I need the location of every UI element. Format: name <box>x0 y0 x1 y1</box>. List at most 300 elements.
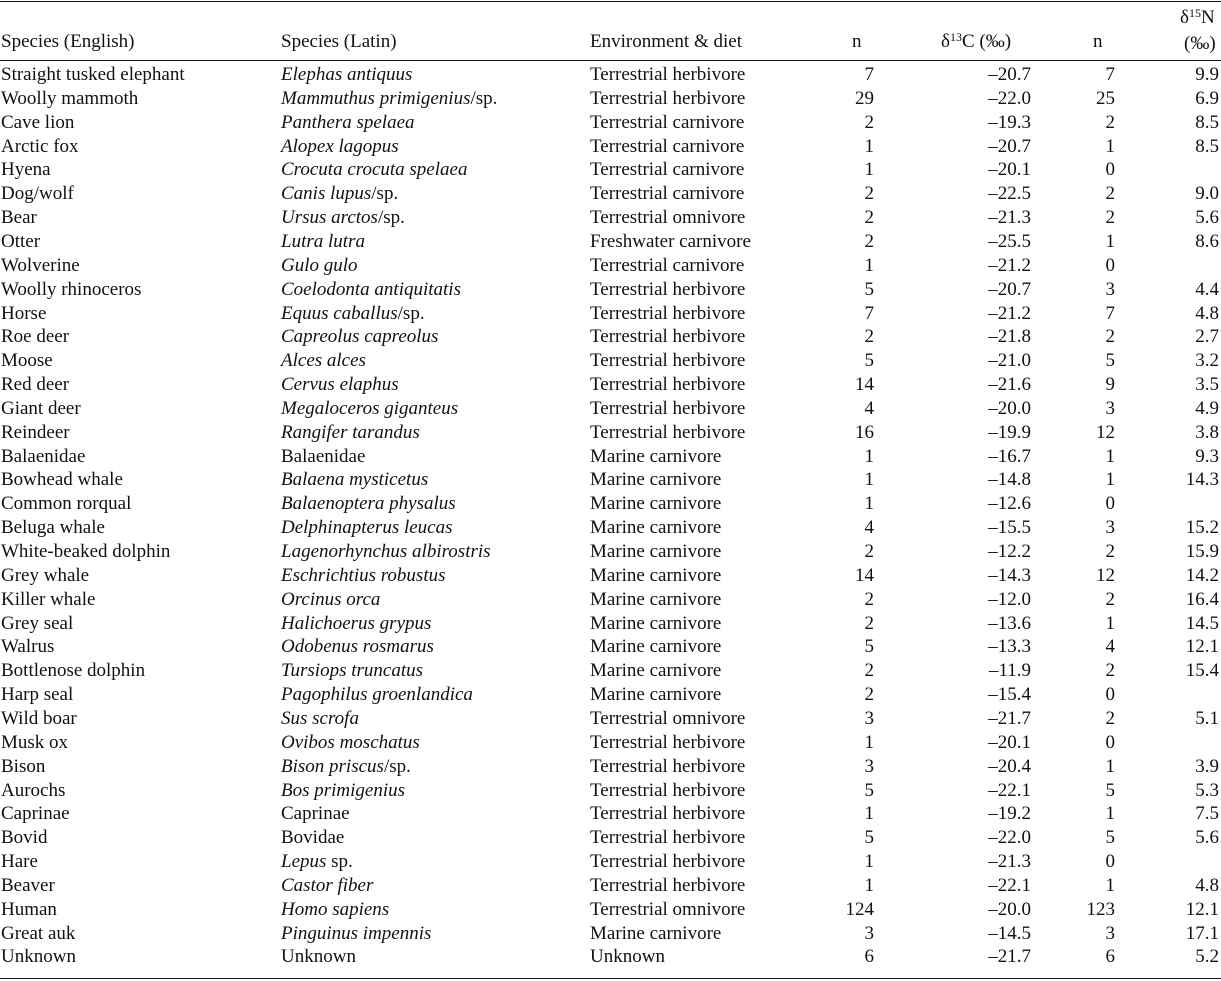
species-latin-name: Balaenoptera physalus <box>281 493 456 515</box>
species-latin <box>281 945 356 969</box>
delta13c-value: –14.8 <box>988 469 1031 491</box>
species-english: Harp seal <box>1 684 74 706</box>
n-nitrogen: 12 <box>1096 421 1115 443</box>
species-english: Bison <box>1 755 46 777</box>
delta13c-value: –20.4 <box>988 755 1031 777</box>
n-nitrogen: 7 <box>1105 64 1115 85</box>
delta15n-value: 5.3 <box>1195 779 1219 801</box>
species-latin <box>281 302 425 326</box>
species-english: Arctic fox <box>1 135 79 157</box>
table-row <box>0 659 1221 683</box>
n-carbon: 1 <box>864 493 874 515</box>
n-carbon: 2 <box>864 326 874 348</box>
species-latin <box>281 588 380 612</box>
table-row <box>0 111 1221 135</box>
n-nitrogen: 2 <box>1105 326 1115 348</box>
species-latin-name: Homo sapiens <box>281 898 390 920</box>
delta13c-value: –22.5 <box>988 183 1031 205</box>
header-environment: Environment & diet <box>590 31 742 52</box>
species-latin-name: Sus scrofa <box>281 707 359 729</box>
n-carbon: 5 <box>864 779 874 801</box>
species-latin-suffix: /sp. <box>470 87 498 109</box>
header-d15n-sup: 15 <box>1188 6 1201 20</box>
n-carbon: 4 <box>864 397 874 419</box>
header-n2: n <box>1093 31 1103 52</box>
delta13c-value: –11.9 <box>988 660 1031 682</box>
species-latin-name: Panthera spelaea <box>281 111 415 133</box>
delta15n-value: 4.9 <box>1195 397 1219 419</box>
delta15n-value: 8.5 <box>1195 135 1219 157</box>
species-latin <box>281 779 405 803</box>
species-latin <box>281 826 344 850</box>
n-nitrogen: 12 <box>1096 564 1115 586</box>
delta15n-value: 12.1 <box>1185 636 1219 658</box>
species-latin-name: Pinguinus impennis <box>281 922 432 944</box>
species-latin-name: Eschrichtius robustus <box>281 564 446 586</box>
species-english: Otter <box>1 230 41 252</box>
species-latin-name: Tursiops truncatus <box>281 660 424 682</box>
n-carbon: 1 <box>864 803 874 825</box>
species-english: Common rorqual <box>1 493 132 515</box>
delta13c-value: –21.3 <box>988 207 1031 229</box>
delta15n-value: 15.2 <box>1185 517 1219 539</box>
n-carbon: 14 <box>855 564 874 586</box>
species-english: Musk ox <box>1 731 69 753</box>
delta13c-value: –19.3 <box>988 111 1031 133</box>
species-latin <box>281 87 497 111</box>
species-latin <box>281 254 358 278</box>
table-row <box>0 922 1221 946</box>
n-nitrogen: 123 <box>1086 898 1115 920</box>
species-latin-name: Bovidae <box>281 827 345 849</box>
n-nitrogen: 0 <box>1105 684 1115 706</box>
n-nitrogen: 3 <box>1105 278 1115 300</box>
table-row <box>0 254 1221 278</box>
n-nitrogen: 1 <box>1105 230 1115 252</box>
species-latin-name: Capreolus capreolus <box>281 326 439 348</box>
species-latin <box>281 707 359 731</box>
species-latin-name: Gulo gulo <box>281 254 358 276</box>
species-latin-name: Mammuthus primigenius <box>281 87 471 109</box>
delta15n-value: 5.6 <box>1195 207 1219 229</box>
species-latin-name: Lutra lutra <box>281 230 365 252</box>
species-latin <box>281 922 431 946</box>
delta13c-value: –20.1 <box>988 731 1031 753</box>
species-latin <box>281 278 461 302</box>
delta13c-value: –22.1 <box>988 874 1031 896</box>
delta13c-value: –21.2 <box>988 302 1031 324</box>
species-latin-suffix: /sp. <box>383 755 411 777</box>
species-latin-name: Castor fiber <box>281 874 374 896</box>
species-english: Roe deer <box>1 326 70 348</box>
environment-diet: Marine carnivore <box>590 564 722 586</box>
species-latin <box>281 540 491 564</box>
table-row <box>0 325 1221 349</box>
n-nitrogen: 0 <box>1105 851 1115 873</box>
header-d15n <box>1180 7 1215 29</box>
species-english: Great auk <box>1 922 76 944</box>
environment-diet: Marine carnivore <box>590 445 722 467</box>
delta13c-value: –21.0 <box>988 350 1031 372</box>
n-carbon: 29 <box>855 87 874 109</box>
n-carbon: 7 <box>864 302 874 324</box>
n-carbon: 124 <box>845 898 874 920</box>
delta15n-value: 16.4 <box>1185 588 1219 610</box>
delta13c-value: –12.0 <box>988 588 1031 610</box>
n-carbon: 7 <box>864 64 874 85</box>
n-carbon: 1 <box>864 445 874 467</box>
n-nitrogen: 2 <box>1105 183 1115 205</box>
environment-diet: Terrestrial herbivore <box>590 64 746 85</box>
species-latin <box>281 63 412 87</box>
species-latin-name: Canis lupus <box>281 183 372 205</box>
table-row <box>0 492 1221 516</box>
environment-diet: Marine carnivore <box>590 684 722 706</box>
n-nitrogen: 2 <box>1105 707 1115 729</box>
n-carbon: 16 <box>855 421 874 443</box>
environment-diet: Terrestrial herbivore <box>590 731 746 753</box>
n-nitrogen: 1 <box>1105 135 1115 157</box>
table-row <box>0 63 1221 87</box>
delta15n-value: 15.4 <box>1185 660 1219 682</box>
species-english: White-beaked dolphin <box>1 541 171 562</box>
table-row <box>0 302 1221 326</box>
n-nitrogen: 1 <box>1105 874 1115 896</box>
delta13c-value: –14.3 <box>988 564 1031 586</box>
environment-diet: Terrestrial herbivore <box>590 421 746 443</box>
species-latin-name: Caprinae <box>281 803 350 825</box>
table-row <box>0 564 1221 588</box>
species-latin-name: Ursus arctos <box>281 207 378 229</box>
n-carbon: 2 <box>864 684 874 706</box>
table-row <box>0 468 1221 492</box>
environment-diet: Freshwater carnivore <box>590 230 751 252</box>
species-latin <box>281 158 467 182</box>
delta13c-value: –12.6 <box>988 493 1031 515</box>
n-nitrogen: 0 <box>1105 254 1115 276</box>
n-carbon: 2 <box>864 207 874 229</box>
n-carbon: 14 <box>855 374 874 396</box>
species-latin-name: Rangifer tarandus <box>281 421 420 443</box>
species-english: Caprinae <box>1 803 70 825</box>
environment-diet: Marine carnivore <box>590 612 722 634</box>
delta13c-value: –21.8 <box>988 326 1031 348</box>
n-carbon: 2 <box>864 183 874 205</box>
delta15n-value: 3.9 <box>1195 755 1219 777</box>
species-latin <box>281 850 353 874</box>
species-english: Grey whale <box>1 564 90 586</box>
n-nitrogen: 1 <box>1105 612 1115 634</box>
species-english: Bovid <box>1 827 48 849</box>
species-english: Bowhead whale <box>1 469 123 491</box>
species-english: Bottlenose dolphin <box>1 660 146 682</box>
n-carbon: 1 <box>864 731 874 753</box>
environment-diet: Terrestrial herbivore <box>590 87 746 109</box>
n-carbon: 1 <box>864 159 874 181</box>
species-latin <box>281 468 428 492</box>
species-english: Killer whale <box>1 588 96 610</box>
species-latin <box>281 349 366 373</box>
n-carbon: 4 <box>864 517 874 539</box>
delta13c-value: –20.7 <box>988 64 1031 85</box>
delta15n-value: 7.5 <box>1195 803 1219 825</box>
species-english: Red deer <box>1 374 70 396</box>
species-latin <box>281 445 365 469</box>
n-nitrogen: 3 <box>1105 397 1115 419</box>
species-latin <box>281 492 456 516</box>
species-latin-name: Unknown <box>281 946 356 968</box>
table-row <box>0 158 1221 182</box>
delta15n-value: 12.1 <box>1185 898 1219 920</box>
environment-diet: Marine carnivore <box>590 922 722 944</box>
delta13c-value: –21.2 <box>988 254 1031 276</box>
delta15n-value: 9.9 <box>1195 64 1219 85</box>
n-nitrogen: 2 <box>1105 541 1115 562</box>
species-latin <box>281 564 446 588</box>
species-latin-name: Bos primigenius <box>281 779 406 801</box>
header-latin: Species (Latin) <box>281 31 397 52</box>
species-latin-name: Elephas antiquus <box>281 64 413 85</box>
table-row <box>0 373 1221 397</box>
environment-diet: Terrestrial herbivore <box>590 302 746 324</box>
n-carbon: 5 <box>864 636 874 658</box>
n-carbon: 2 <box>864 230 874 252</box>
delta15n-value: 3.5 <box>1195 374 1219 396</box>
n-carbon: 1 <box>864 851 874 873</box>
species-latin-suffix: /sp. <box>377 207 405 229</box>
n-carbon: 2 <box>864 111 874 133</box>
n-nitrogen: 1 <box>1105 803 1115 825</box>
species-latin-suffix: /sp. <box>371 183 399 205</box>
species-latin <box>281 135 399 159</box>
n-nitrogen: 1 <box>1105 755 1115 777</box>
table-row <box>0 182 1221 206</box>
n-nitrogen: 4 <box>1105 636 1115 658</box>
n-carbon: 5 <box>864 350 874 372</box>
n-nitrogen: 3 <box>1105 922 1115 944</box>
delta13c-value: –13.6 <box>988 612 1031 634</box>
header-d13c-sup: 13 <box>949 30 962 44</box>
n-carbon: 2 <box>864 541 874 562</box>
header-d15n-n: N <box>1200 7 1215 28</box>
delta15n-value: 9.3 <box>1195 445 1219 467</box>
table-row <box>0 945 1221 969</box>
species-latin <box>281 516 453 540</box>
environment-diet: Terrestrial carnivore <box>590 183 745 205</box>
delta15n-value: 14.5 <box>1185 612 1219 634</box>
table-row <box>0 135 1221 159</box>
delta13c-value: –21.7 <box>988 946 1031 968</box>
species-latin-name: Megaloceros giganteus <box>281 397 459 419</box>
species-latin <box>281 755 411 779</box>
table-row <box>0 588 1221 612</box>
delta13c-value: –20.7 <box>988 135 1031 157</box>
species-latin <box>281 325 438 349</box>
header-english: Species (English) <box>1 31 135 52</box>
species-english: Cave lion <box>1 111 75 133</box>
species-latin-name: Delphinapterus leucas <box>281 517 453 539</box>
species-latin <box>281 373 399 397</box>
species-latin <box>281 635 434 659</box>
species-latin-name: Orcinus orca <box>281 588 381 610</box>
species-english: Woolly mammoth <box>1 87 139 109</box>
delta15n-value: 2.7 <box>1195 326 1219 348</box>
environment-diet: Terrestrial carnivore <box>590 254 745 276</box>
environment-diet: Marine carnivore <box>590 493 722 515</box>
species-latin <box>281 397 458 421</box>
environment-diet: Marine carnivore <box>590 588 722 610</box>
species-latin-name: Ovibos moschatus <box>281 731 420 753</box>
delta15n-value: 4.8 <box>1195 302 1219 324</box>
n-nitrogen: 2 <box>1105 207 1115 229</box>
table-row <box>0 635 1221 659</box>
table-row <box>0 206 1221 230</box>
species-english: Giant deer <box>1 397 81 419</box>
delta15n-value: 8.5 <box>1195 111 1219 133</box>
delta13c-value: –21.3 <box>988 851 1031 873</box>
species-latin-name: Coelodonta antiquitatis <box>281 278 461 300</box>
table-row <box>0 707 1221 731</box>
species-latin-name: Balaenidae <box>281 445 366 467</box>
delta13c-value: –20.7 <box>988 278 1031 300</box>
n-carbon: 5 <box>864 278 874 300</box>
n-carbon: 3 <box>864 922 874 944</box>
header-bottom-rule <box>0 60 1221 61</box>
environment-diet: Terrestrial herbivore <box>590 755 746 777</box>
table-top-rule <box>0 1 1221 2</box>
species-latin-name: Lagenorhynchus albirostris <box>281 541 491 562</box>
environment-diet: Terrestrial herbivore <box>590 374 746 396</box>
n-nitrogen: 2 <box>1105 111 1115 133</box>
species-latin-name: Halichoerus grypus <box>281 612 432 634</box>
species-english: Beluga whale <box>1 517 105 539</box>
species-latin-name: Lepus <box>281 851 327 873</box>
delta15n-value: 9.0 <box>1195 183 1219 205</box>
species-english: Woolly rhinoceros <box>1 278 142 300</box>
n-carbon: 1 <box>864 135 874 157</box>
delta13c-value: –22.0 <box>988 827 1031 849</box>
delta15n-value: 3.2 <box>1195 350 1219 372</box>
table-row <box>0 540 1221 564</box>
environment-diet: Terrestrial herbivore <box>590 827 746 849</box>
species-latin-name: Cervus elaphus <box>281 374 399 396</box>
species-english: Wolverine <box>1 254 80 276</box>
environment-diet: Terrestrial herbivore <box>590 278 746 300</box>
environment-diet: Terrestrial herbivore <box>590 397 746 419</box>
environment-diet: Marine carnivore <box>590 636 722 658</box>
header-d13c-delta: δ <box>941 31 950 52</box>
header-d13c-rest: C (‰) <box>961 31 1012 52</box>
environment-diet: Terrestrial herbivore <box>590 350 746 372</box>
delta13c-value: –22.1 <box>988 779 1031 801</box>
n-nitrogen: 2 <box>1105 588 1115 610</box>
table-row <box>0 230 1221 254</box>
species-latin-name: Balaena mysticetus <box>281 469 429 491</box>
n-carbon: 1 <box>864 874 874 896</box>
species-latin <box>281 206 405 230</box>
species-latin-name: Crocuta crocuta spelaea <box>281 159 468 181</box>
environment-diet: Terrestrial omnivore <box>590 898 746 920</box>
environment-diet: Terrestrial herbivore <box>590 851 746 873</box>
n-nitrogen: 5 <box>1105 779 1115 801</box>
delta15n-value: 5.6 <box>1195 827 1219 849</box>
header-d15n-unit: (‰) <box>1184 33 1216 54</box>
species-latin <box>281 683 473 707</box>
table-row <box>0 87 1221 111</box>
environment-diet: Terrestrial herbivore <box>590 326 746 348</box>
table-row <box>0 278 1221 302</box>
table-row <box>0 349 1221 373</box>
species-latin <box>281 802 350 826</box>
delta13c-value: –20.0 <box>988 898 1031 920</box>
environment-diet: Marine carnivore <box>590 517 722 539</box>
species-english: Horse <box>1 302 47 324</box>
n-nitrogen: 0 <box>1105 159 1115 181</box>
n-nitrogen: 0 <box>1105 493 1115 515</box>
n-carbon: 3 <box>864 707 874 729</box>
species-latin <box>281 421 420 445</box>
species-latin-name: Odobenus rosmarus <box>281 636 434 658</box>
species-english: Moose <box>1 350 53 372</box>
environment-diet: Terrestrial herbivore <box>590 803 746 825</box>
species-latin <box>281 230 365 254</box>
header-d15n-delta: δ <box>1180 7 1189 28</box>
n-nitrogen: 3 <box>1105 517 1115 539</box>
n-nitrogen: 25 <box>1096 87 1115 109</box>
delta15n-value: 17.1 <box>1185 922 1219 944</box>
delta13c-value: –20.0 <box>988 397 1031 419</box>
table-row <box>0 898 1221 922</box>
table-row <box>0 874 1221 898</box>
n-nitrogen: 1 <box>1105 445 1115 467</box>
environment-diet: Unknown <box>590 946 665 968</box>
species-latin <box>281 898 389 922</box>
species-latin-suffix: /sp. <box>397 302 425 324</box>
environment-diet: Terrestrial herbivore <box>590 874 746 896</box>
species-latin <box>281 612 431 636</box>
species-latin-name: Alces alces <box>281 350 366 372</box>
table-row <box>0 802 1221 826</box>
species-english: Wild boar <box>1 707 77 729</box>
table-row <box>0 826 1221 850</box>
species-english: Beaver <box>1 874 55 896</box>
delta15n-value: 8.6 <box>1195 230 1219 252</box>
n-nitrogen: 7 <box>1105 302 1115 324</box>
header-n1: n <box>852 31 862 52</box>
species-english: Balaenidae <box>1 445 86 467</box>
species-english: Hyena <box>1 159 51 181</box>
n-carbon: 3 <box>864 755 874 777</box>
delta13c-value: –21.6 <box>988 374 1031 396</box>
species-latin <box>281 111 415 135</box>
delta13c-value: –19.9 <box>988 421 1031 443</box>
environment-diet: Terrestrial carnivore <box>590 159 745 181</box>
species-english: Aurochs <box>1 779 66 801</box>
environment-diet: Terrestrial carnivore <box>590 135 745 157</box>
table-row <box>0 612 1221 636</box>
species-english: Grey seal <box>1 612 74 634</box>
environment-diet: Terrestrial omnivore <box>590 707 746 729</box>
n-nitrogen: 1 <box>1105 469 1115 491</box>
environment-diet: Marine carnivore <box>590 660 722 682</box>
species-latin <box>281 659 423 683</box>
n-nitrogen: 5 <box>1105 827 1115 849</box>
delta15n-value: 14.3 <box>1185 469 1219 491</box>
n-nitrogen: 6 <box>1105 946 1115 968</box>
table-bottom-rule <box>0 978 1221 979</box>
delta13c-value: –25.5 <box>988 230 1031 252</box>
species-latin-name: Bison priscus <box>281 755 384 777</box>
